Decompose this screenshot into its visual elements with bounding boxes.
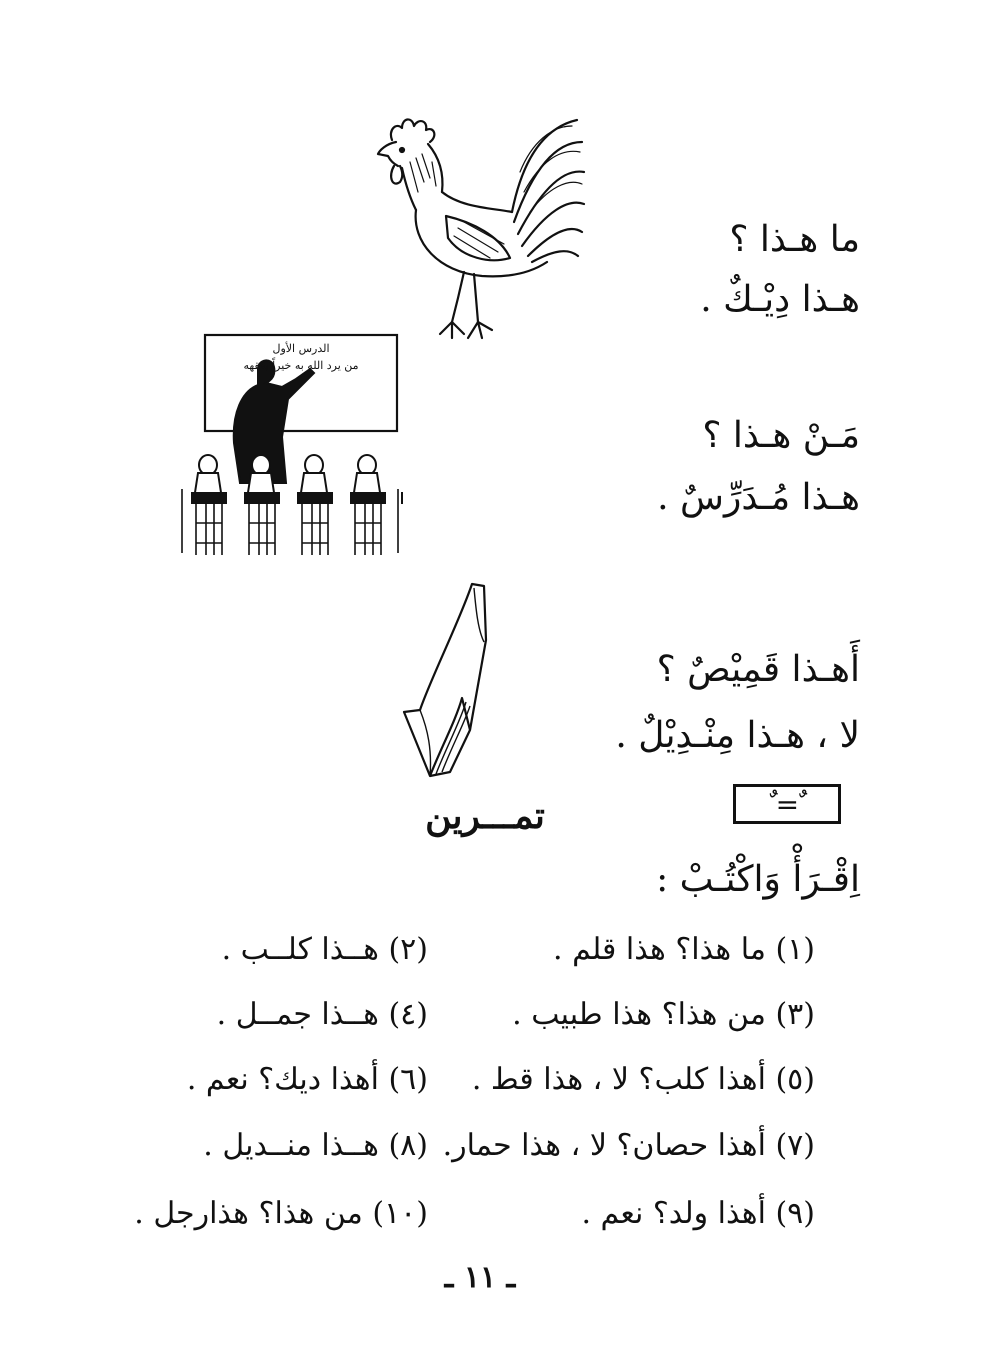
box-symbol: ٌ = ٌ (766, 787, 808, 821)
exercise-item-8: (٨) هــذا منــديل . (203, 1128, 428, 1163)
board-heading: الدرس الأول (272, 342, 330, 355)
exercise-title: تمـــرين (425, 795, 545, 837)
page-number: ـ ١١ ـ (444, 1260, 516, 1295)
dialog-answer-1: هـذا دِيْـكٌ . (700, 279, 860, 320)
dialog-question-1: ما هـذا ؟ (729, 219, 860, 260)
board-text: من يرد الله به خيراً يفقهه (243, 358, 359, 372)
dialog-question-3: أَهـذا قَمِيْصٌ ؟ (656, 649, 860, 690)
dialog-answer-2: هـذا مُـدَرِّسٌ . (657, 477, 860, 518)
dialog-answer-3: لا ، هـذا مِنْـدِيْلٌ . (615, 715, 860, 756)
exercise-item-5: (٥) أهذا كلب؟ لا ، هذا قط . (471, 1062, 815, 1097)
exercise-item-7: (٧) أهذا حصان؟ لا ، هذا حمار. (442, 1128, 815, 1163)
exercise-item-10: (١٠) من هذا؟ هذارجل . (134, 1196, 428, 1231)
exercise-instruction: اِقْـرَأْ وَاكْتُـبْ : (656, 859, 860, 900)
dialog-question-2: مَـنْ هـذا ؟ (702, 415, 860, 456)
classroom-illustration (178, 333, 403, 563)
exercise-item-9: (٩) أهذا ولد؟ نعم . (581, 1196, 815, 1231)
exercise-item-2: (٢) هــذا كلــب . (221, 932, 428, 967)
student-figure (192, 455, 226, 555)
exercise-item-1: (١) ما هذا؟ هذا قلم . (553, 932, 815, 967)
tanween-symbol-box (733, 784, 841, 824)
exercise-item-3: (٣) من هذا؟ هذا طبيب . (512, 997, 815, 1032)
exercise-item-4: (٤) هــذا جمــل . (216, 997, 428, 1032)
handkerchief-illustration (400, 580, 500, 780)
rooster-illustration (372, 112, 587, 347)
exercise-item-6: (٦) أهذا ديك؟ نعم . (186, 1062, 428, 1097)
